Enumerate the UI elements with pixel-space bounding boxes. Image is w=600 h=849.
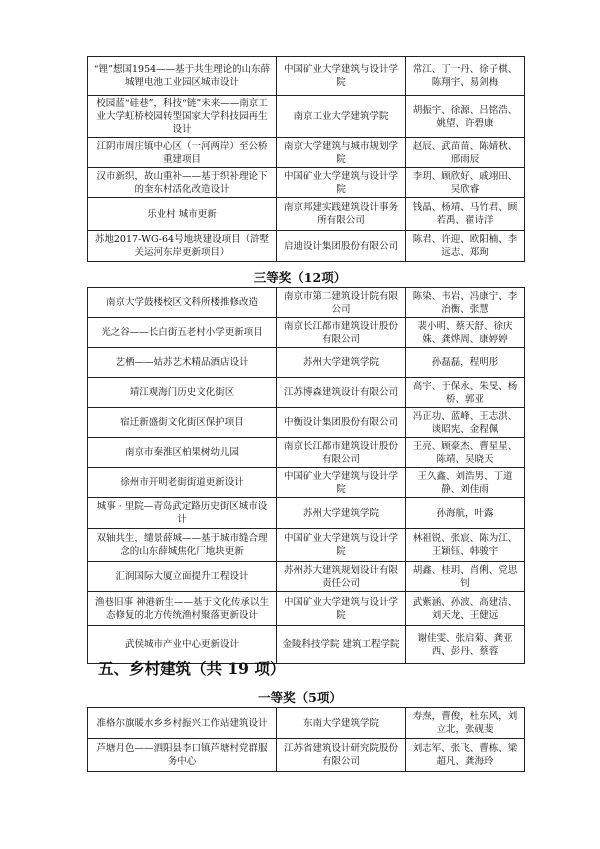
table-row [88, 468, 525, 498]
project-name-cell: 汇润国际大厦立面提升工程设计 [88, 562, 277, 592]
organization-cell: 南京长江都市建筑设计股份有限公司 [277, 318, 406, 348]
project-name-cell: 校园蓝“硅巷”，科技“链”未来——南京工业大学虹桥校园转型国家大学科技园再生设计 [88, 96, 277, 138]
organization-cell: 中国矿业大学建筑与设计学院 [277, 592, 406, 626]
table-row [88, 318, 525, 348]
organization-cell: 金陵科技学院 建筑工程学院 [277, 626, 406, 664]
designers-cell: 寿焘，曹俊，杜东风，刘立北，张砚斐 [406, 708, 525, 739]
award-table-body [88, 288, 525, 664]
organization-cell: 江苏省建筑设计研究院股份有限公司 [277, 739, 406, 772]
project-name-cell: 武侯城市产业中心更新设计 [88, 626, 277, 664]
table-row [88, 592, 525, 626]
table-row [88, 708, 525, 739]
table-row [88, 529, 525, 562]
table-row [88, 288, 525, 318]
designers-cell: 赵辰、武苗苗、陈婧秋、邢雨辰 [406, 138, 525, 168]
table-row [88, 438, 525, 468]
table-row [88, 348, 525, 378]
project-name-cell: 芦塘月色——泗阳县李口镇芦塘村党群服务中心 [88, 739, 277, 772]
organization-cell: 苏州大学建筑学院 [277, 348, 406, 378]
designers-cell: 冯正功、蓝峰、王志洪、谈昭宪、金程佩 [406, 408, 525, 438]
award-table-third-prize [87, 287, 525, 664]
award-table-body [88, 57, 525, 262]
designers-cell: 裴小明、蔡天舒、徐庆姝、龚烨周、康婷婷 [406, 318, 525, 348]
organization-cell: 中国矿业大学建筑与设计学院 [277, 468, 406, 498]
first-prize-heading: 一等奖（5项） [258, 690, 342, 705]
organization-cell: 苏州苏大建筑规划设计有限责任公司 [277, 562, 406, 592]
project-name-cell: 乐业村 城市更新 [88, 198, 277, 231]
project-name-cell: 江阴市周庄镇中心区（一河两岸）至公桥重建项目 [88, 138, 277, 168]
table-row [88, 562, 525, 592]
award-table-second-prize [87, 56, 525, 262]
third-prize-heading: 三等奖（12项） [253, 270, 347, 285]
section-heading: 五、乡村建筑（共 19 项） [98, 659, 286, 678]
designers-cell: 王亮、顾豪杰、曹星星、陈靖、吴晓天 [406, 438, 525, 468]
designers-cell: 王久鑫、刘浩男、丁道静、刘佳雨 [406, 468, 525, 498]
table-row [88, 96, 525, 138]
designers-cell: 胡鑫、桂玥、肖俐、党思钊 [406, 562, 525, 592]
designers-cell: 刘志军、张飞、曹栋、梁超凡、龚海玲 [406, 739, 525, 772]
project-name-cell: 南京大学鼓楼校区文科所楼推修改造 [88, 288, 277, 318]
table-row [88, 198, 525, 231]
organization-cell: 南京大学建筑与城市规划学院 [277, 138, 406, 168]
organization-cell: 南京工业大学建筑学院 [277, 96, 406, 138]
organization-cell: 南京市第二建筑设计院有限公司 [277, 288, 406, 318]
project-name-cell: 徐州市开明老街街道更新设计 [88, 468, 277, 498]
organization-cell: 南京长江都市建筑设计股份有限公司 [277, 438, 406, 468]
table-row [88, 138, 525, 168]
designers-cell: 李玥、顾欣好、戚翊田、吴欣睿 [406, 168, 525, 198]
table-row [88, 231, 525, 262]
project-name-cell: 靖江观海门历史文化街区 [88, 378, 277, 408]
designers-cell: 孙海航，叶露 [406, 498, 525, 529]
organization-cell: 中国矿业大学建筑与设计学院 [277, 57, 406, 96]
organization-cell: 中衡设计集团股份有限公司 [277, 408, 406, 438]
project-name-cell: 汉市新织，故山重补——基于织补理论下的奎东村活化改造设计 [88, 168, 277, 198]
designers-cell: 胡振宇、徐源、吕铭浩、姚望、许碧康 [406, 96, 525, 138]
organization-cell: 东南大学建筑学院 [277, 708, 406, 739]
organization-cell: 江苏博森建筑设计有限公司 [277, 378, 406, 408]
designers-cell: 高宇、于保永、朱旻、杨桥、郭亚 [406, 378, 525, 408]
organization-cell: 南京邦建实践建筑设计事务所有限公司 [277, 198, 406, 231]
organization-cell: 苏州大学建筑学院 [277, 498, 406, 529]
designers-cell: 孙磊磊，程明彤 [406, 348, 525, 378]
designers-cell: 陈染、韦岩、冯康宁、李治衡、张慧 [406, 288, 525, 318]
table-row [88, 408, 525, 438]
project-name-cell: 渔巷旧事 神港新生——基于文化传承以生态修复的北方传统渔村聚落更新设计 [88, 592, 277, 626]
project-name-cell: 苏地2017-WG-64号地块建设项目（浒墅关运河东岸更新项目） [88, 231, 277, 262]
designers-cell: 谢佳雯、张启菊、龚亚西、彭丹、蔡蓉 [406, 626, 525, 664]
table-row [88, 739, 525, 772]
project-name-cell: “锂”想国1954——基于共生理论的山东薛城锂电池工业园区城市设计 [88, 57, 277, 96]
award-table-body [88, 708, 525, 772]
project-name-cell: 南京市秦淮区柏果树幼儿园 [88, 438, 277, 468]
project-name-cell: 艺栖——姑苏艺术精品酒店设计 [88, 348, 277, 378]
designers-cell: 常江、丁一丹、徐子棋、陈翔宇、易剑梅 [406, 57, 525, 96]
designers-cell: 林祖锐、张宸、陈为江、王颖钰、韩骏宇 [406, 529, 525, 562]
organization-cell: 中国矿业大学建筑与设计学院 [277, 529, 406, 562]
organization-cell: 启迪设计集团股份有限公司 [277, 231, 406, 262]
table-row [88, 378, 525, 408]
award-table-first-prize [87, 707, 525, 772]
project-name-cell: 光之谷——长白街五老村小学更新项目 [88, 318, 277, 348]
organization-cell: 中国矿业大学建筑与设计学院 [277, 168, 406, 198]
designers-cell: 陈君、许迎、欧阳楠、李远志、郑珣 [406, 231, 525, 262]
project-name-cell: 城事 · 里院—青岛武定路历史街区城市设计 [88, 498, 277, 529]
project-name-cell: 宿迁新盛街文化街区保护项目 [88, 408, 277, 438]
designers-cell: 武紫涵、孙波、高建洁、刘天龙、王健远 [406, 592, 525, 626]
project-name-cell: 准格尔旗暖水乡乡村振兴工作站建筑设计 [88, 708, 277, 739]
table-row [88, 498, 525, 529]
designers-cell: 钱晶、杨靖、马竹君、顾若禹、翟诗洋 [406, 198, 525, 231]
project-name-cell: 双轴共生，缱景薛城——基于城市缝合理念的山东薛城焦化厂地块更新 [88, 529, 277, 562]
table-row [88, 168, 525, 198]
table-row [88, 57, 525, 96]
